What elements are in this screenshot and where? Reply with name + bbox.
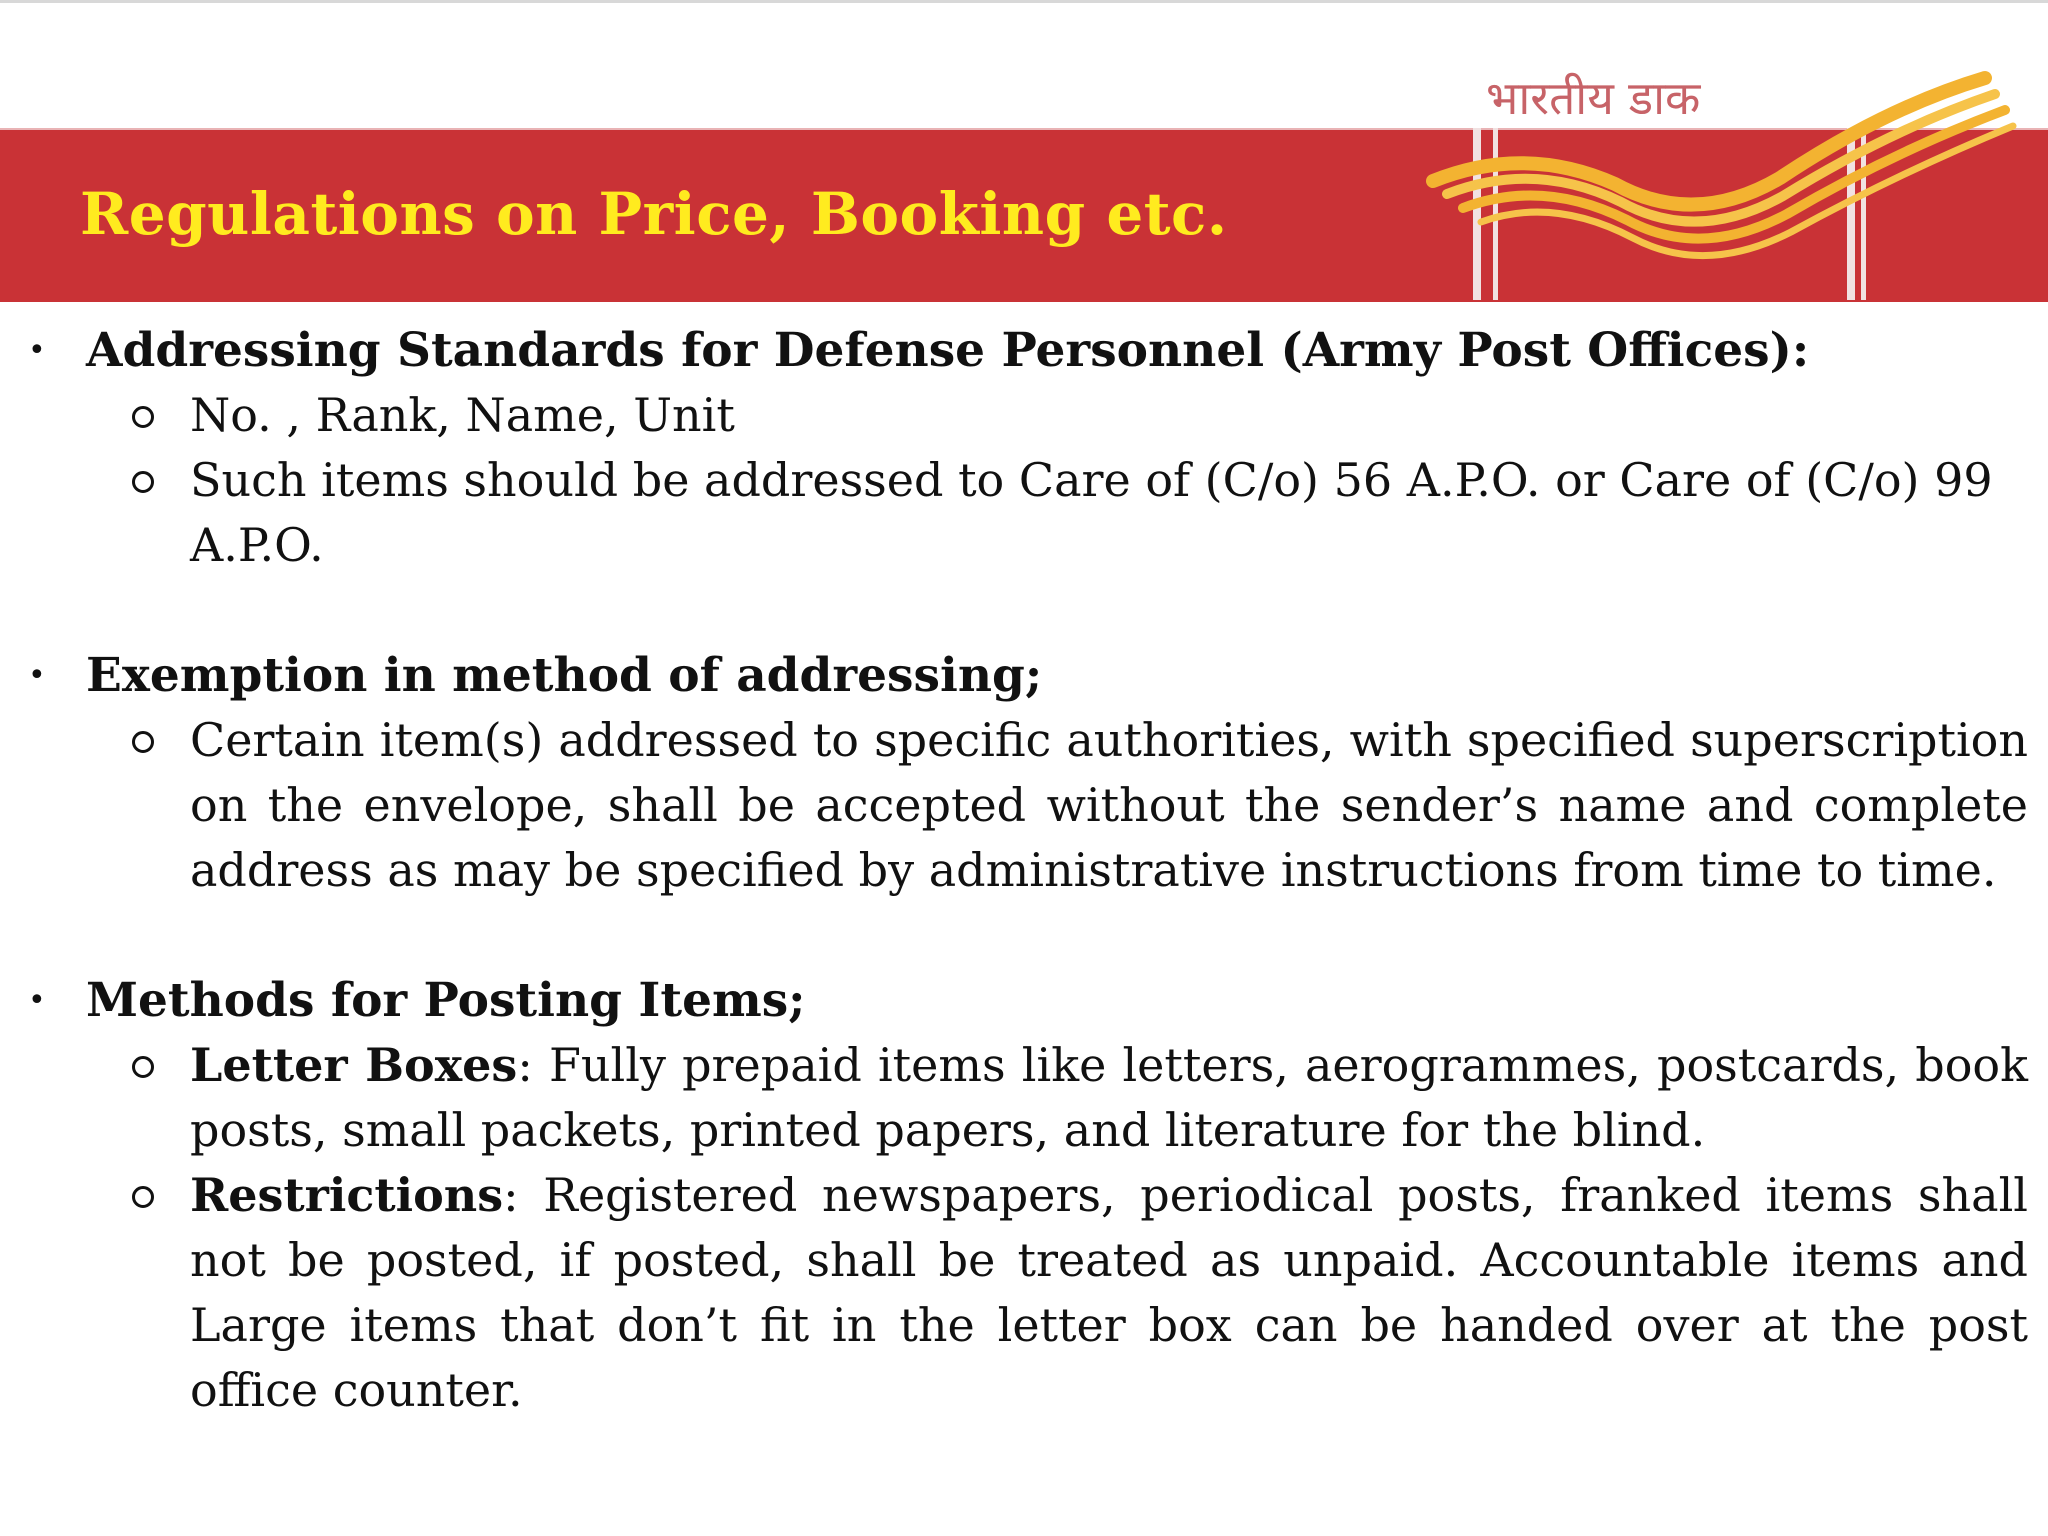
section-heading: Methods for Posting Items; xyxy=(86,973,806,1028)
section-exemption xyxy=(0,643,2026,903)
section-addressing-standards xyxy=(0,318,2026,578)
sub-item xyxy=(86,448,2028,578)
india-post-emblem-icon xyxy=(1385,56,2048,300)
sub-item-text: Such items should be addressed to Care of (C/o) 56 A.P.O. or Care of (C/o) 99 A.P.O. xyxy=(190,453,1993,572)
sub-item xyxy=(86,708,2028,903)
sub-list xyxy=(86,383,2026,578)
sub-item-text: : Fully prepaid items like letters, aerogrammes, postcards, book posts, small packets, printed papers, and literature for the blind. xyxy=(190,1038,2028,1157)
sub-list xyxy=(86,1033,2026,1423)
sub-item-label: Letter Boxes xyxy=(190,1038,518,1092)
page-title: Regulations on Price, Booking etc. xyxy=(80,180,1228,248)
top-border xyxy=(0,0,2048,3)
circle-bullet-icon xyxy=(132,1056,154,1078)
slide-content xyxy=(0,318,2048,1536)
bullet-icon: • xyxy=(28,333,46,368)
section-heading: Exemption in method of addressing; xyxy=(86,648,1043,703)
spacer xyxy=(0,578,2048,643)
bullet-list xyxy=(0,318,2048,1423)
sub-item xyxy=(86,383,2028,448)
sub-item-text: : Registered newspapers, periodical posts, franked items shall not be posted, if posted, shall be treated as unpaid. Accountable items and Large items that don’t fit in the letter box can be handed over at the post office counter. xyxy=(190,1168,2028,1417)
circle-bullet-icon xyxy=(132,1186,154,1208)
circle-bullet-icon xyxy=(132,731,154,753)
section-posting-methods xyxy=(0,968,2026,1423)
circle-bullet-icon xyxy=(132,471,154,493)
bullet-icon: • xyxy=(28,983,46,1018)
bullet-icon: • xyxy=(28,658,46,693)
sub-item-text: No. , Rank, Name, Unit xyxy=(190,388,735,442)
sub-item xyxy=(86,1163,2028,1423)
sub-list xyxy=(86,708,2026,903)
section-heading: Addressing Standards for Defense Personnel (Army Post Offices): xyxy=(86,323,1810,378)
sub-item xyxy=(86,1033,2028,1163)
spacer xyxy=(0,903,2048,968)
sub-item-text: Certain item(s) addressed to specific authorities, with specified superscription on the envelope, shall be accepted without the sender’s name and complete address as may be specified by administrative instructions from time to time. xyxy=(190,713,2028,897)
circle-bullet-icon xyxy=(132,406,154,428)
logo-text: भारतीय डाक xyxy=(1486,71,1701,125)
sub-item-label: Restrictions xyxy=(190,1168,504,1222)
